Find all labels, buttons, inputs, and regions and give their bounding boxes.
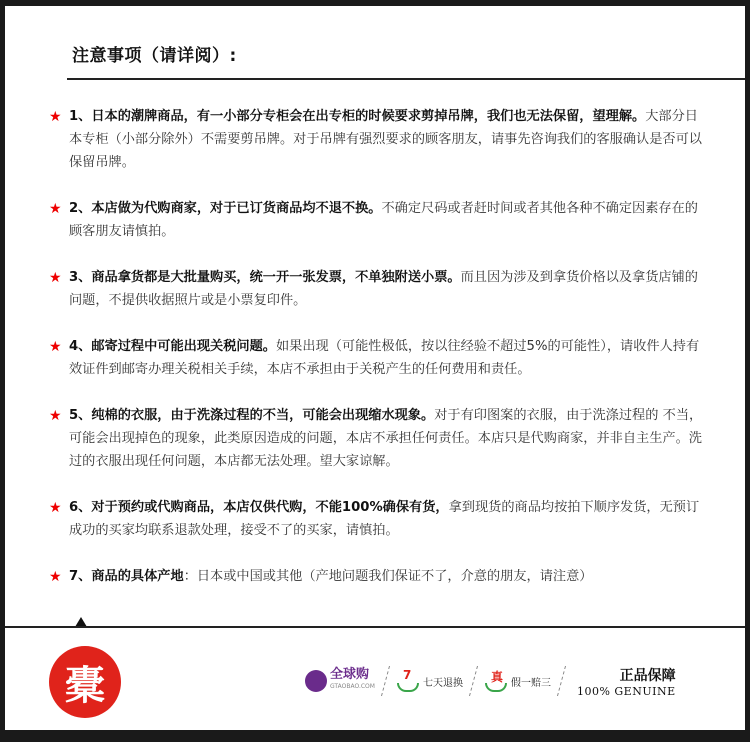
divider-top: [67, 78, 745, 80]
notice-item-4: [49, 335, 709, 381]
star-icon: ★: [49, 500, 62, 516]
notice-item-bold: 3、商品拿货都是大批量购买，统一开一张发票，不单独附送小票。: [69, 270, 461, 285]
notice-item-text: 大部分日本专柜（小部分除外）不需要剪吊牌。对于吊牌有强烈要求的顾客朋友，请事先咨询我们的客服确认是否可以保留吊牌。: [69, 109, 702, 170]
service-badges: [305, 661, 676, 701]
shop-logo-char: 橐: [65, 661, 105, 709]
shop-logo: [49, 646, 121, 718]
notice-item-bold: 6、对于预约或代购商品，本店仅供代购，不能100%确保有货，: [69, 500, 449, 515]
global-buy-badge: [305, 669, 375, 693]
notice-item-bold: 7、商品的具体产地: [69, 569, 184, 584]
notice-item-1: [49, 105, 709, 174]
notice-item-bold: 1、日本的潮牌商品，有一小部分专柜会在出专柜的时候要求剪掉吊牌，我们也无法保留，望理解。: [69, 109, 646, 124]
global-buy-label: 全球购: [330, 667, 370, 682]
notice-item-3: [49, 266, 709, 312]
notice-item-text: ：日本或中国或其他（产地问题我们保证不了，介意的朋友，请注意）: [183, 569, 593, 584]
notice-item-6: [49, 496, 709, 542]
global-buy-icon: [305, 670, 327, 692]
badge-separator: [381, 666, 391, 696]
star-icon: ★: [49, 109, 62, 125]
star-icon: ★: [49, 408, 62, 424]
badge-separator: [469, 666, 479, 696]
star-icon: ★: [49, 201, 62, 217]
notice-item-bold: 2、本店做为代购商家，对于已订货商品均不退不换。: [69, 201, 382, 216]
notice-item-text: 如果出现（可能性极低，按以往经验不超过5%的可能性），请收件人持有效证件到邮寄办理关税相关手续，本店不承担由于关税产生的任何费用和责任。: [69, 339, 700, 377]
notice-item-7: [49, 565, 709, 588]
seven-day-return-icon: 7: [397, 670, 419, 692]
global-buy-sub: GTAOBAO.COM: [330, 683, 375, 690]
genuine-en-label: 100% GENUINE: [576, 684, 676, 698]
notice-sheet: [5, 6, 745, 730]
badge-separator: [557, 666, 567, 696]
star-icon: ★: [49, 339, 62, 355]
genuine-guarantee-badge: [577, 665, 676, 698]
notice-item-text: 拿到现货的商品均按拍下顺序发货，无预订成功的买家均联系退款处理，接受不了的买家，请慎拍。: [69, 500, 700, 538]
star-icon: ★: [49, 569, 62, 585]
genuine-hand-icon: 真: [485, 670, 507, 692]
genuine-cn-label: 正品保障: [619, 667, 676, 684]
star-icon: ★: [49, 270, 62, 286]
fake-pay-three-label: 假一赔三: [510, 677, 551, 689]
notice-item-bold: 5、纯棉的衣服，由于洗涤过程的不当，可能会出现缩水现象。: [69, 408, 435, 423]
seven-day-return-badge: [397, 670, 463, 692]
divider-bottom: [5, 626, 745, 628]
page-title: 注意事项（请详阅）:: [72, 46, 237, 66]
seven-day-return-label: 七天退换: [422, 677, 463, 689]
notice-item-bold: 4、邮寄过程中可能出现关税问题。: [69, 339, 276, 354]
fake-pay-three-badge: [485, 670, 551, 692]
notice-item-text: 对于有印图案的衣服，由于洗涤过程的 不当，可能会出现掉色的现象，此类原因造成的问题，本店不承担任何责任。本店只是代购商家，并非自主生产。洗过的衣服出现任何问题，本店都无法处理。望大家谅解。: [69, 408, 703, 469]
notice-item-text: 不确定尺码或者赶时间或者其他各种不确定因素存在的顾客朋友请慎拍。: [69, 201, 698, 239]
notice-item-2: [49, 197, 709, 243]
notice-item-text: 而且因为涉及到拿货价格以及拿货店铺的问题，不提供收据照片或是小票复印件。: [69, 270, 698, 308]
notice-item-5: [49, 404, 709, 473]
